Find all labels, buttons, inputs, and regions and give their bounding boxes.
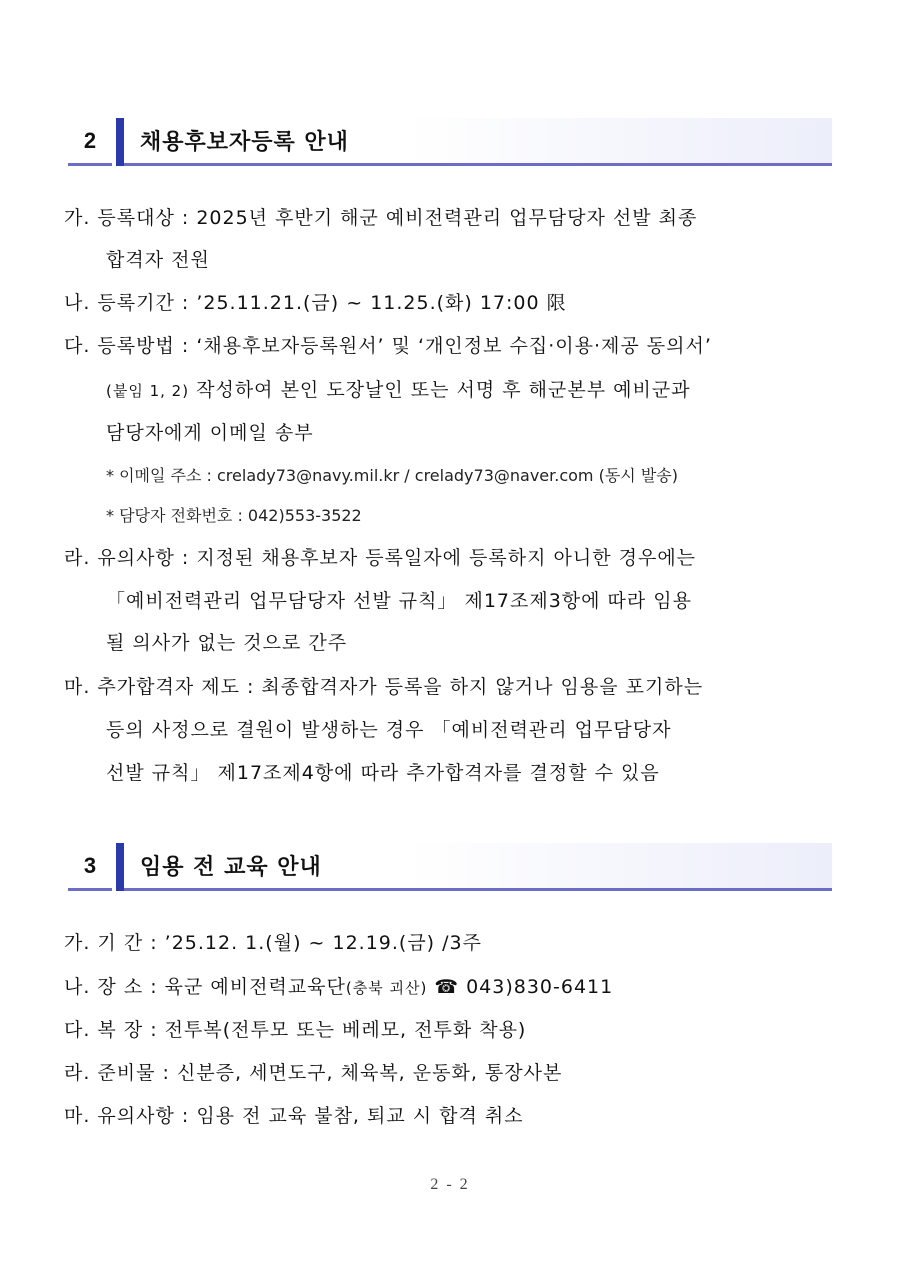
section-2-item-da-line2-text: 작성하여 본인 도장날인 또는 서명 후 해군본부 예비군과 <box>189 379 691 401</box>
section-3-accent-bar <box>116 843 124 891</box>
section-2-item-ma-line2: 등의 사정으로 결원이 발생하는 경우 「예비전력관리 업무담당자 <box>106 719 672 741</box>
section-2-title: 채용후보자등록 안내 <box>124 118 832 166</box>
section-2-number: 2 <box>68 118 112 166</box>
section-3-item-ra: 라. 준비물 : 신분증, 세면도구, 체육복, 운동화, 통장사본 <box>64 1062 563 1084</box>
page-number: 2 - 2 <box>430 1176 470 1193</box>
section-2-header <box>68 118 832 166</box>
section-2-item-na: 나. 등록기간 : ’25.11.21.(금) ~ 11.25.(화) 17:00 限 <box>64 292 567 314</box>
section-2-item-ma-line1: 마. 추가합격자 제도 : 최종합격자가 등록을 하지 않거나 임용을 포기하는 <box>64 676 704 698</box>
section-2-item-ga-line1: 가. 등록대상 : 2025년 후반기 해군 예비전력관리 업무담당자 선발 최종 <box>64 207 698 229</box>
section-2-item-ra-line1: 라. 유의사항 : 지정된 채용후보자 등록일자에 등록하지 아니한 경우에는 <box>64 547 697 569</box>
section-3-title: 임용 전 교육 안내 <box>124 843 832 891</box>
section-3-item-da: 다. 복 장 : 전투복(전투모 또는 베레모, 전투화 착용) <box>64 1019 527 1041</box>
section-2-item-ra-line2: 「예비전력관리 업무담당자 선발 규칙」 제17조제3항에 따라 임용 <box>106 590 692 612</box>
note-email: * 이메일 주소 : crelady73@navy.mil.kr / crelady73@naver.com (동시 발송) <box>106 466 678 485</box>
section-2-item-da-line2 <box>106 369 691 412</box>
attachment-ref: (붙임 1, 2) <box>106 382 190 400</box>
note-phone: * 담당자 전화번호 : 042)553-3522 <box>106 506 362 525</box>
section-2-item-da-line3: 담당자에게 이메일 송부 <box>106 422 314 444</box>
section-3-header <box>68 843 832 891</box>
section-2-item-ma-line3: 선발 규칙」 제17조제4항에 따라 추가합격자를 결정할 수 있음 <box>106 762 660 784</box>
section-2-item-ra-line3: 될 의사가 없는 것으로 간주 <box>106 632 348 654</box>
section-3-item-na-phone: ☎ 043)830-6411 <box>427 976 614 998</box>
section-3-item-na-main: 나. 장 소 : 육군 예비전력교육단 <box>64 976 346 998</box>
section-2-accent-bar <box>116 118 124 166</box>
section-3-item-na-region: (충북 괴산) <box>345 979 428 997</box>
section-3-number: 3 <box>68 843 112 891</box>
section-3-item-ma: 마. 유의사항 : 임용 전 교육 불참, 퇴교 시 합격 취소 <box>64 1105 524 1127</box>
section-2-item-ga-line2: 합격자 전원 <box>106 249 210 271</box>
section-3-item-ga: 가. 기 간 : ’25.12. 1.(월) ~ 12.19.(금) /3주 <box>64 932 482 954</box>
section-3-item-na <box>64 966 844 1009</box>
section-2-item-da-line1: 다. 등록방법 : ‘채용후보자등록원서’ 및 ‘개인정보 수집·이용·제공 동의서’ <box>64 335 712 357</box>
